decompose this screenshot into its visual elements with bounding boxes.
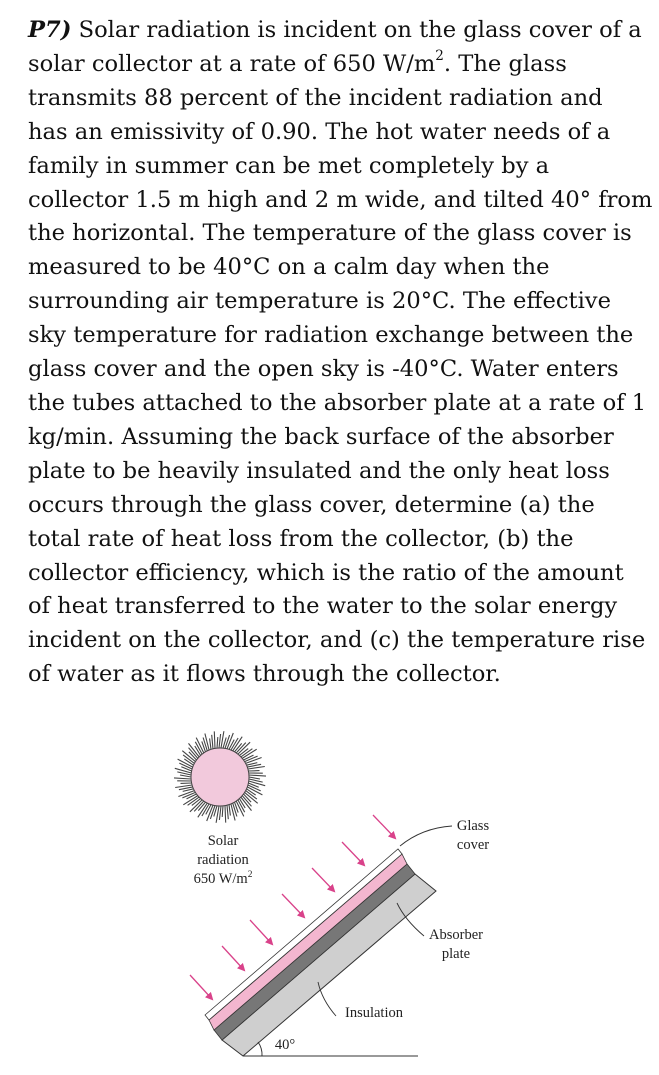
problem-line-13: kg/min. Assuming the back surface of the absorber [28, 423, 614, 450]
radiation-arrow [312, 868, 334, 891]
glass-cover-leader [400, 826, 452, 846]
problem-line-7: the horizontal. The temperature of the glass cover is [28, 220, 632, 247]
problem-line-15: occurs through the glass cover, determine (a) the [28, 491, 595, 518]
problem-line-11: glass cover and the open sky is -40°C. Water enters [28, 356, 619, 383]
sun-icon [174, 731, 266, 823]
radiation-arrow [373, 815, 395, 838]
problem-line-2: solar collector at a rate of 650 $W/m^2$. The glass [28, 48, 567, 77]
glass-cover-label: Glass cover [456, 818, 490, 853]
radiation-arrow [342, 842, 364, 865]
problem-line-4: has an emissivity of 0.90. The hot water needs of a [28, 118, 611, 145]
absorber-plate-label: Absorber plate [429, 927, 483, 962]
problem-line-6: collector 1.5 m high and 2 m wide, and tilted 40° from [28, 186, 653, 213]
solar-radiation-label: Solar radiation 650 $W/m^2$ [193, 833, 253, 887]
problem-line-9: surrounding air temperature is 20°C. The effective [28, 288, 611, 315]
problem-statement [28, 14, 653, 692]
problem-line-8: measured to be 40°C on a calm day when the [28, 254, 550, 281]
solar-collector-figure [0, 720, 659, 1075]
unit-superscript: 2 [435, 48, 444, 65]
problem-line-17: collector efficiency, which is the ratio of the amount [28, 559, 624, 586]
problem-line-3: transmits 88 percent of the incident radiation and [28, 84, 603, 111]
radiation-arrow [250, 920, 272, 944]
problem-line-10: sky temperature for radiation exchange between the [28, 322, 634, 349]
problem-line-1: P7) Solar radiation is incident on the glass cover of a [28, 17, 642, 43]
problem-line-19: incident on the collector, and (c) the temperature rise [28, 627, 646, 654]
problem-line-5: family in summer can be met completely by a [28, 152, 550, 179]
insulation-label: Insulation [345, 1005, 403, 1021]
tilt-angle-label: 40° [274, 1037, 296, 1053]
problem-line-20: of water as it flows through the collector. [28, 661, 501, 688]
problem-id: P7) [28, 17, 72, 43]
problem-line-12: the tubes attached to the absorber plate at a rate of 1 [28, 389, 647, 416]
problem-line-14: plate to be heavily insulated and the only heat loss [28, 457, 610, 484]
radiation-arrow [282, 894, 304, 917]
problem-line-16: total rate of heat loss from the collector, (b) the [28, 525, 574, 552]
collector-diagram [0, 720, 659, 1075]
problem-line-18: of heat transferred to the water to the solar energy [28, 593, 618, 620]
radiation-arrow [190, 975, 212, 999]
radiation-arrow [222, 946, 244, 970]
